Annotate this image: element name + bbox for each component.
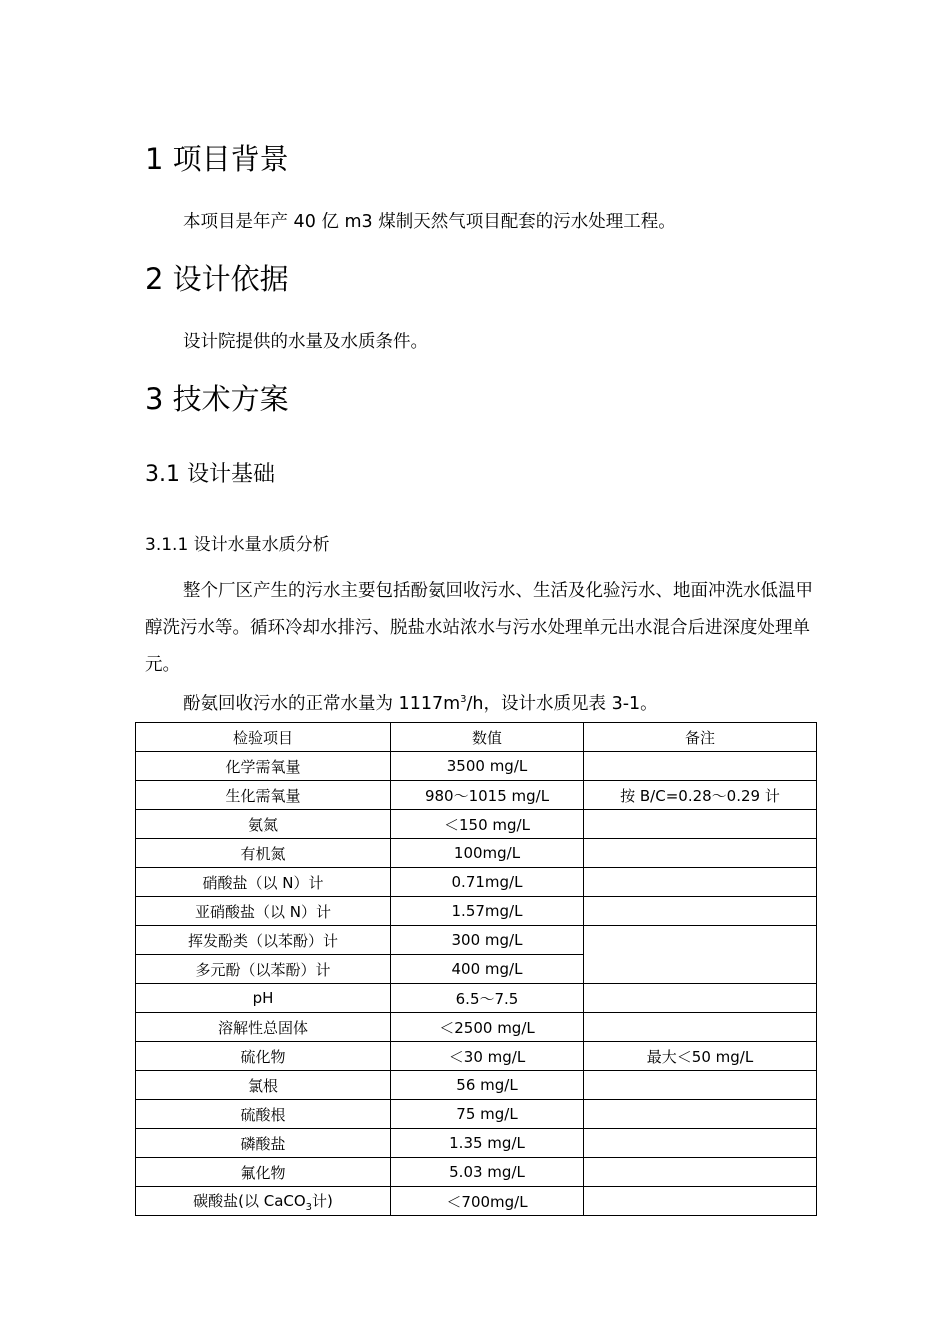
cell-value: ＜2500 mg/L <box>391 1013 584 1042</box>
cell-value: 300 mg/L <box>391 926 584 955</box>
cell-note <box>584 1158 817 1187</box>
table-row <box>136 868 817 897</box>
cell-value: 5.03 mg/L <box>391 1158 584 1187</box>
cell-value: ＜30 mg/L <box>391 1042 584 1071</box>
cell-value: 0.71mg/L <box>391 868 584 897</box>
cell-item: 化学需氧量 <box>136 752 391 781</box>
cell-note: 最大＜50 mg/L <box>584 1042 817 1071</box>
table-row <box>136 1013 817 1042</box>
cell-item: pH <box>136 984 391 1013</box>
cell-value: 3500 mg/L <box>391 752 584 781</box>
flow-rate-text-tail: /h，设计水质见表 3-1。 <box>466 693 658 714</box>
heading-project-background: 1 项目背景 <box>145 142 289 176</box>
cell-item: 多元酚（以苯酚）计 <box>136 955 391 984</box>
cell-value: 980～1015 mg/L <box>391 781 584 810</box>
table-row <box>136 752 817 781</box>
cell-value: 1.57mg/L <box>391 897 584 926</box>
cell-value: 75 mg/L <box>391 1100 584 1129</box>
table-row <box>136 984 817 1013</box>
cell-item: 氟化物 <box>136 1158 391 1187</box>
cell-note <box>584 1129 817 1158</box>
cell-item: 生化需氧量 <box>136 781 391 810</box>
table-row <box>136 839 817 868</box>
cell-note <box>584 839 817 868</box>
table-row <box>136 897 817 926</box>
cell-note <box>584 810 817 839</box>
cell-item: 氨氮 <box>136 810 391 839</box>
flow-rate-superscript: 3 <box>460 694 467 705</box>
cell-item: 亚硝酸盐（以 N）计 <box>136 897 391 926</box>
cell-item: 氯根 <box>136 1071 391 1100</box>
carbonate-label: 碳酸盐(以 CaCO <box>193 1191 306 1210</box>
cell-value: 56 mg/L <box>391 1071 584 1100</box>
cell-value: ＜150 mg/L <box>391 810 584 839</box>
cell-note <box>584 1071 817 1100</box>
header-item: 检验项目 <box>136 723 391 752</box>
cell-note <box>584 1100 817 1129</box>
cell-note <box>584 868 817 897</box>
carbonate-subscript: 3 <box>305 1201 313 1213</box>
table-row <box>136 1187 817 1216</box>
heading-design-basis: 2 设计依据 <box>145 262 289 296</box>
cell-item: 硝酸盐（以 N）计 <box>136 868 391 897</box>
heading-water-quality-analysis: 3.1.1 设计水量水质分析 <box>145 535 330 555</box>
table-row <box>136 781 817 810</box>
table-row <box>136 926 817 955</box>
cell-note <box>584 1013 817 1042</box>
water-quality-table <box>135 722 817 1216</box>
table-row <box>136 1129 817 1158</box>
header-value: 数值 <box>391 723 584 752</box>
cell-item: 磷酸盐 <box>136 1129 391 1158</box>
cell-item: 挥发酚类（以苯酚）计 <box>136 926 391 955</box>
cell-item: 硫化物 <box>136 1042 391 1071</box>
cell-note <box>584 897 817 926</box>
design-basis-text: 设计院提供的水量及水质条件。 <box>183 332 428 352</box>
table-header-row <box>136 723 817 752</box>
cell-value: ＜700mg/L <box>391 1187 584 1216</box>
heading-design-foundation: 3.1 设计基础 <box>145 462 275 487</box>
cell-note-merged <box>584 926 817 984</box>
table-row <box>136 1042 817 1071</box>
cell-note <box>584 1187 817 1216</box>
heading-technical-scheme: 3 技术方案 <box>145 382 289 416</box>
cell-item <box>136 1187 391 1216</box>
project-background-text: 本项目是年产 40 亿 m3 煤制天然气项目配套的污水处理工程。 <box>183 212 676 232</box>
water-sources-paragraph: 整个厂区产生的污水主要包括酚氨回收污水、生活及化验污水、地面冲洗水低温甲醇洗污水等。循环冷却水排污、脱盐水站浓水与污水处理单元出水混合后进深度处理单元。 <box>145 581 813 675</box>
flow-rate-text: 酚氨回收污水的正常水量为 1117m <box>183 693 461 714</box>
cell-note: 按 B/C=0.28～0.29 计 <box>584 781 817 810</box>
table-row <box>136 1100 817 1129</box>
cell-note <box>584 984 817 1013</box>
flow-rate-paragraph <box>145 681 815 723</box>
cell-value: 100mg/L <box>391 839 584 868</box>
table-row <box>136 810 817 839</box>
cell-item: 有机氮 <box>136 839 391 868</box>
cell-value: 6.5～7.5 <box>391 984 584 1013</box>
cell-note <box>584 752 817 781</box>
cell-value: 400 mg/L <box>391 955 584 984</box>
carbonate-label-tail: 计) <box>312 1191 333 1210</box>
header-note: 备注 <box>584 723 817 752</box>
cell-item: 溶解性总固体 <box>136 1013 391 1042</box>
table-row <box>136 1071 817 1100</box>
cell-item: 硫酸根 <box>136 1100 391 1129</box>
cell-value: 1.35 mg/L <box>391 1129 584 1158</box>
table-row <box>136 1158 817 1187</box>
